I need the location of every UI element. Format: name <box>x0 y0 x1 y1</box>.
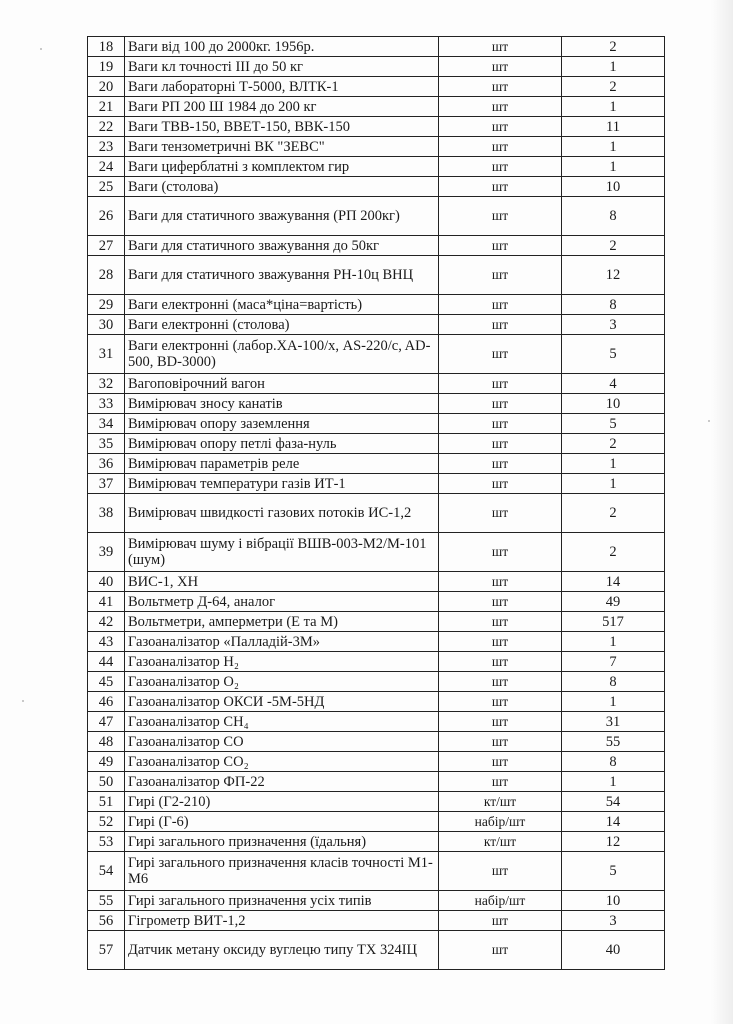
unit-cell: шт <box>439 335 562 374</box>
unit-cell: шт <box>439 931 562 970</box>
unit-cell: кт/шт <box>439 832 562 852</box>
table-row <box>88 931 665 970</box>
unit-cell: шт <box>439 394 562 414</box>
page-edge-shadow <box>711 0 733 1024</box>
item-name-cell: Датчик метану оксиду вуглецю типу ТХ 324ІЦ <box>125 931 439 970</box>
item-name-cell: Вимірювач опору заземлення <box>125 414 439 434</box>
unit-cell: шт <box>439 852 562 891</box>
row-number-cell: 42 <box>88 612 125 632</box>
unit-cell: шт <box>439 494 562 533</box>
row-number-cell: 47 <box>88 712 125 732</box>
row-number-cell: 37 <box>88 474 125 494</box>
quantity-cell: 10 <box>562 177 665 197</box>
unit-cell: шт <box>439 732 562 752</box>
row-number-cell: 51 <box>88 792 125 812</box>
unit-cell: шт <box>439 374 562 394</box>
quantity-cell: 1 <box>562 632 665 652</box>
item-name-cell: Вимірювач опору петлі фаза-нуль <box>125 434 439 454</box>
unit-cell: шт <box>439 414 562 434</box>
row-number-cell: 25 <box>88 177 125 197</box>
row-number-cell: 22 <box>88 117 125 137</box>
item-name-cell: Газоаналізатор CO <box>125 732 439 752</box>
table-row <box>88 712 665 732</box>
quantity-cell: 49 <box>562 592 665 612</box>
row-number-cell: 27 <box>88 236 125 256</box>
item-name-cell: Ваги для статичного зважування до 50кг <box>125 236 439 256</box>
quantity-cell: 14 <box>562 572 665 592</box>
table-row <box>88 612 665 632</box>
item-name-cell: Ваги електронні (столова) <box>125 315 439 335</box>
row-number-cell: 24 <box>88 157 125 177</box>
table-row <box>88 732 665 752</box>
item-name-cell: Гирі загального призначення усіх типів <box>125 891 439 911</box>
row-number-cell: 55 <box>88 891 125 911</box>
quantity-cell: 5 <box>562 852 665 891</box>
unit-cell: набір/шт <box>439 891 562 911</box>
row-number-cell: 46 <box>88 692 125 712</box>
unit-cell: шт <box>439 911 562 931</box>
row-number-cell: 40 <box>88 572 125 592</box>
item-name-cell: Вимірювач температури газів ИТ-1 <box>125 474 439 494</box>
quantity-cell: 1 <box>562 454 665 474</box>
item-name-cell: Вимірювач шуму і вібрації ВШВ-003-М2/М-101 (шум) <box>125 533 439 572</box>
quantity-cell: 8 <box>562 295 665 315</box>
quantity-cell: 4 <box>562 374 665 394</box>
table-row <box>88 77 665 97</box>
item-name-cell: Вольтметр Д-64, аналог <box>125 592 439 612</box>
table-row <box>88 692 665 712</box>
quantity-cell: 10 <box>562 891 665 911</box>
row-number-cell: 33 <box>88 394 125 414</box>
row-number-cell: 31 <box>88 335 125 374</box>
quantity-cell: 1 <box>562 137 665 157</box>
table-row <box>88 474 665 494</box>
row-number-cell: 53 <box>88 832 125 852</box>
item-name-cell: Ваги для статичного зважування (РП 200кг) <box>125 197 439 236</box>
quantity-cell: 517 <box>562 612 665 632</box>
quantity-cell: 11 <box>562 117 665 137</box>
unit-cell: шт <box>439 474 562 494</box>
item-name-cell: Гирі (Г2-210) <box>125 792 439 812</box>
table-row <box>88 832 665 852</box>
row-number-cell: 43 <box>88 632 125 652</box>
item-name-cell: Гирі (Г-6) <box>125 812 439 832</box>
item-name-cell: Ваги електронні (лабор.ХА-100/х, AS-220/c, AD-500, BD-3000) <box>125 335 439 374</box>
quantity-cell: 3 <box>562 315 665 335</box>
table-row <box>88 97 665 117</box>
table-row <box>88 374 665 394</box>
table-row <box>88 117 665 137</box>
scan-speck <box>708 420 710 422</box>
table-row <box>88 434 665 454</box>
row-number-cell: 20 <box>88 77 125 97</box>
table-row <box>88 592 665 612</box>
row-number-cell: 26 <box>88 197 125 236</box>
row-number-cell: 35 <box>88 434 125 454</box>
table-row <box>88 752 665 772</box>
unit-cell: шт <box>439 315 562 335</box>
row-number-cell: 34 <box>88 414 125 434</box>
table-row <box>88 494 665 533</box>
unit-cell: шт <box>439 632 562 652</box>
unit-cell: шт <box>439 752 562 772</box>
quantity-cell: 2 <box>562 236 665 256</box>
quantity-cell: 1 <box>562 157 665 177</box>
table-row <box>88 572 665 592</box>
unit-cell: набір/шт <box>439 812 562 832</box>
unit-cell: шт <box>439 197 562 236</box>
row-number-cell: 57 <box>88 931 125 970</box>
table-row <box>88 315 665 335</box>
quantity-cell: 10 <box>562 394 665 414</box>
row-number-cell: 18 <box>88 37 125 57</box>
table-row <box>88 256 665 295</box>
unit-cell: шт <box>439 97 562 117</box>
item-name-cell: Ваги кл точності ІІІ до 50 кг <box>125 57 439 77</box>
quantity-cell: 2 <box>562 77 665 97</box>
unit-cell: шт <box>439 533 562 572</box>
row-number-cell: 23 <box>88 137 125 157</box>
item-name-cell: Вольтметри, амперметри (Е та М) <box>125 612 439 632</box>
item-name-cell: Ваги тензометричні ВК "ЗЕВС" <box>125 137 439 157</box>
item-name-cell: Газоаналізатор H₂ <box>125 652 439 672</box>
unit-cell: шт <box>439 37 562 57</box>
quantity-cell: 3 <box>562 911 665 931</box>
item-name-cell: Вимірювач зносу канатів <box>125 394 439 414</box>
unit-cell: шт <box>439 137 562 157</box>
unit-cell: шт <box>439 57 562 77</box>
table-row <box>88 37 665 57</box>
table-row <box>88 632 665 652</box>
table-row <box>88 137 665 157</box>
item-name-cell: Газоаналізатор CH₄ <box>125 712 439 732</box>
row-number-cell: 44 <box>88 652 125 672</box>
quantity-cell: 40 <box>562 931 665 970</box>
table-row <box>88 454 665 474</box>
item-name-cell: Вимірювач швидкості газових потоків ИС-1,2 <box>125 494 439 533</box>
row-number-cell: 30 <box>88 315 125 335</box>
row-number-cell: 49 <box>88 752 125 772</box>
unit-cell: шт <box>439 712 562 732</box>
item-name-cell: Гігрометр ВИТ-1,2 <box>125 911 439 931</box>
equipment-table-body <box>88 37 665 970</box>
table-row <box>88 891 665 911</box>
table-row <box>88 197 665 236</box>
item-name-cell: ВИС-1, ХН <box>125 572 439 592</box>
item-name-cell: Ваги РП 200 Ш 1984 до 200 кг <box>125 97 439 117</box>
unit-cell: шт <box>439 672 562 692</box>
table-row <box>88 157 665 177</box>
scan-speck <box>22 700 24 702</box>
unit-cell: шт <box>439 256 562 295</box>
row-number-cell: 28 <box>88 256 125 295</box>
unit-cell: шт <box>439 692 562 712</box>
item-name-cell: Гирі загального призначення класів точності М1-М6 <box>125 852 439 891</box>
row-number-cell: 45 <box>88 672 125 692</box>
quantity-cell: 8 <box>562 672 665 692</box>
unit-cell: шт <box>439 434 562 454</box>
table-row <box>88 414 665 434</box>
item-name-cell: Ваги циферблатні з комплектом гир <box>125 157 439 177</box>
row-number-cell: 54 <box>88 852 125 891</box>
item-name-cell: Газоаналізатор CO₂ <box>125 752 439 772</box>
quantity-cell: 5 <box>562 414 665 434</box>
row-number-cell: 19 <box>88 57 125 77</box>
scan-speck <box>40 48 42 50</box>
quantity-cell: 5 <box>562 335 665 374</box>
row-number-cell: 56 <box>88 911 125 931</box>
row-number-cell: 48 <box>88 732 125 752</box>
item-name-cell: Ваги від 100 до 2000кг. 1956р. <box>125 37 439 57</box>
quantity-cell: 2 <box>562 37 665 57</box>
table-row <box>88 394 665 414</box>
row-number-cell: 52 <box>88 812 125 832</box>
item-name-cell: Ваги (столова) <box>125 177 439 197</box>
table-row <box>88 57 665 77</box>
item-name-cell: Газоаналізатор O₂ <box>125 672 439 692</box>
table-row <box>88 236 665 256</box>
unit-cell: шт <box>439 572 562 592</box>
quantity-cell: 1 <box>562 692 665 712</box>
unit-cell: кт/шт <box>439 792 562 812</box>
unit-cell: шт <box>439 652 562 672</box>
unit-cell: шт <box>439 157 562 177</box>
quantity-cell: 55 <box>562 732 665 752</box>
unit-cell: шт <box>439 117 562 137</box>
item-name-cell: Ваги ТВВ-150, ВВЕТ-150, ВВК-150 <box>125 117 439 137</box>
quantity-cell: 12 <box>562 256 665 295</box>
row-number-cell: 38 <box>88 494 125 533</box>
item-name-cell: Газоаналізатор ОКСИ -5М-5НД <box>125 692 439 712</box>
quantity-cell: 2 <box>562 494 665 533</box>
row-number-cell: 29 <box>88 295 125 315</box>
table-row <box>88 852 665 891</box>
row-number-cell: 36 <box>88 454 125 474</box>
quantity-cell: 2 <box>562 434 665 454</box>
table-row <box>88 812 665 832</box>
quantity-cell: 1 <box>562 772 665 792</box>
item-name-cell: Ваги електронні (маса*ціна=вартість) <box>125 295 439 315</box>
row-number-cell: 41 <box>88 592 125 612</box>
table-row <box>88 177 665 197</box>
row-number-cell: 32 <box>88 374 125 394</box>
quantity-cell: 8 <box>562 197 665 236</box>
quantity-cell: 8 <box>562 752 665 772</box>
item-name-cell: Вимірювач параметрів реле <box>125 454 439 474</box>
unit-cell: шт <box>439 236 562 256</box>
unit-cell: шт <box>439 454 562 474</box>
equipment-table <box>87 36 665 970</box>
quantity-cell: 2 <box>562 533 665 572</box>
quantity-cell: 14 <box>562 812 665 832</box>
quantity-cell: 1 <box>562 57 665 77</box>
table-row <box>88 792 665 812</box>
item-name-cell: Газоаналізатор ФП-22 <box>125 772 439 792</box>
unit-cell: шт <box>439 177 562 197</box>
unit-cell: шт <box>439 77 562 97</box>
row-number-cell: 50 <box>88 772 125 792</box>
item-name-cell: Газоаналізатор «Палладій-3М» <box>125 632 439 652</box>
table-row <box>88 772 665 792</box>
table-row <box>88 295 665 315</box>
quantity-cell: 31 <box>562 712 665 732</box>
table-row <box>88 533 665 572</box>
quantity-cell: 54 <box>562 792 665 812</box>
quantity-cell: 7 <box>562 652 665 672</box>
row-number-cell: 39 <box>88 533 125 572</box>
unit-cell: шт <box>439 295 562 315</box>
table-row <box>88 672 665 692</box>
quantity-cell: 12 <box>562 832 665 852</box>
table-row <box>88 335 665 374</box>
unit-cell: шт <box>439 592 562 612</box>
item-name-cell: Ваги для статичного зважування РН-10ц ВНЦ <box>125 256 439 295</box>
table-row <box>88 652 665 672</box>
item-name-cell: Ваги лабораторні Т-5000, ВЛТК-1 <box>125 77 439 97</box>
row-number-cell: 21 <box>88 97 125 117</box>
item-name-cell: Вагоповірочний вагон <box>125 374 439 394</box>
quantity-cell: 1 <box>562 97 665 117</box>
quantity-cell: 1 <box>562 474 665 494</box>
table-row <box>88 911 665 931</box>
item-name-cell: Гирі загального призначення (їдальня) <box>125 832 439 852</box>
unit-cell: шт <box>439 612 562 632</box>
unit-cell: шт <box>439 772 562 792</box>
